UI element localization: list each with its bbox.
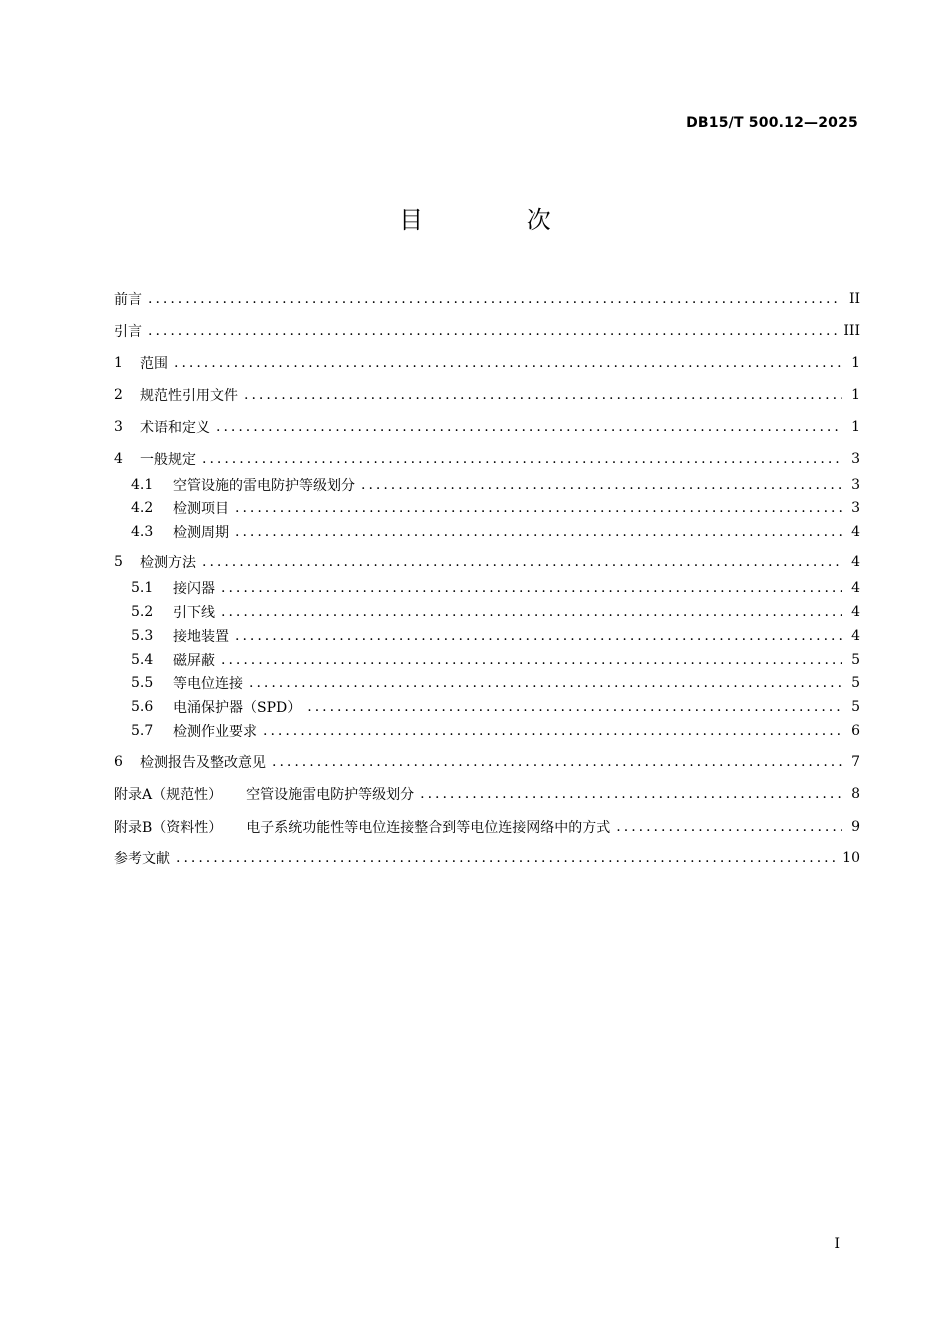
dot-leader — [263, 723, 842, 739]
toc-entry-page: 6 — [851, 723, 860, 739]
toc-entry-number: 4.2 — [131, 500, 154, 516]
toc-entry-label: 检测方法 — [140, 555, 196, 571]
toc-entry-page: 4 — [851, 580, 860, 596]
toc-entry[interactable] — [114, 782, 860, 806]
dot-leader — [174, 355, 842, 371]
toc-entry[interactable] — [114, 520, 860, 544]
toc-entry[interactable] — [114, 576, 860, 600]
dot-leader — [202, 554, 842, 570]
toc-entry-label: 空管设施的雷电防护等级划分 — [173, 478, 355, 494]
toc-entry-page: 3 — [851, 477, 860, 493]
toc-entry-page: III — [843, 323, 860, 339]
toc-entry-number: 3 — [114, 419, 123, 435]
dot-leader — [202, 451, 842, 467]
toc-entry[interactable] — [114, 473, 860, 497]
dot-leader — [420, 786, 842, 802]
document-code: DB15/T 500.12—2025 — [686, 115, 858, 131]
toc-entry-page: 4 — [851, 554, 860, 570]
toc-entry-label: 检测报告及整改意见 — [140, 755, 266, 771]
dot-leader — [235, 524, 842, 540]
dot-leader — [216, 419, 842, 435]
toc-entry-page: 5 — [851, 699, 860, 715]
toc-entry[interactable] — [114, 319, 860, 343]
toc-entry[interactable] — [114, 550, 860, 574]
dot-leader — [361, 477, 842, 493]
toc-entry-page: 5 — [851, 652, 860, 668]
toc-entry[interactable] — [114, 846, 860, 870]
toc-entry-label: 检测周期 — [173, 525, 229, 541]
toc-entry-label: 电子系统功能性等电位连接整合到等电位连接网络中的方式 — [246, 820, 611, 836]
toc-entry[interactable] — [114, 383, 860, 407]
toc-entry-label: 检测项目 — [173, 501, 229, 517]
dot-leader — [235, 500, 842, 516]
toc-entry-label: 引言 — [114, 324, 142, 340]
toc-entry-label: 一般规定 — [140, 452, 196, 468]
toc-entry-label: 前言 — [114, 292, 142, 308]
toc-entry-number: 5 — [114, 554, 123, 570]
toc-entry-page: 8 — [851, 786, 860, 802]
dot-leader — [244, 387, 842, 403]
toc-entry[interactable] — [114, 815, 860, 839]
dot-leader — [176, 850, 836, 866]
toc-entry-number: 5.1 — [131, 580, 154, 596]
toc-entry-label: 空管设施雷电防护等级划分 — [246, 787, 415, 803]
toc-entry-page: 4 — [851, 628, 860, 644]
toc-entry[interactable] — [114, 750, 860, 774]
toc-entry[interactable] — [114, 695, 860, 719]
toc-entry[interactable] — [114, 719, 860, 743]
toc-entry-number: 2 — [114, 387, 123, 403]
toc-entry-page: 1 — [851, 419, 860, 435]
toc-entry[interactable] — [114, 671, 860, 695]
toc-entry-page: 5 — [851, 675, 860, 691]
toc-entry-number: 4 — [114, 451, 123, 467]
toc-entry[interactable] — [114, 624, 860, 648]
toc-entry-label: 范围 — [140, 356, 168, 372]
dot-leader — [307, 699, 842, 715]
toc-entry-number: 5.4 — [131, 652, 154, 668]
toc-entry[interactable] — [114, 415, 860, 439]
toc-entry-page: 1 — [851, 387, 860, 403]
toc-entry[interactable] — [114, 600, 860, 624]
toc-entry-page: 4 — [851, 524, 860, 540]
toc-entry-label: 电涌保护器（SPD） — [173, 700, 302, 716]
dot-leader — [148, 291, 842, 307]
toc-entry-page: 7 — [851, 754, 860, 770]
dot-leader — [616, 819, 842, 835]
toc-entry-number: 4.3 — [131, 524, 154, 540]
toc-entry-label: 接闪器 — [173, 581, 215, 597]
toc-entry-page: 1 — [851, 355, 860, 371]
toc-entry-page: 3 — [851, 451, 860, 467]
dot-leader — [221, 652, 842, 668]
toc-entry-label: 磁屏蔽 — [173, 653, 215, 669]
toc-entry-label: 接地装置 — [173, 629, 229, 645]
toc-entry-number: 1 — [114, 355, 123, 371]
toc-entry-number: 5.5 — [131, 675, 154, 691]
page-number: I — [834, 1236, 840, 1252]
toc-entry[interactable] — [114, 496, 860, 520]
dot-leader — [221, 580, 842, 596]
dot-leader — [148, 323, 837, 339]
toc-entry-number: 5.3 — [131, 628, 154, 644]
toc-entry-label: 参考文献 — [114, 851, 170, 867]
toc-entry[interactable] — [114, 447, 860, 471]
toc-entry-label: 术语和定义 — [140, 420, 210, 436]
toc-entry-number: 5.2 — [131, 604, 154, 620]
dot-leader — [272, 754, 842, 770]
toc-entry-page: 9 — [851, 819, 860, 835]
toc-entry-page: 10 — [842, 850, 860, 866]
toc-entry-page: 3 — [851, 500, 860, 516]
toc-entry-page: II — [848, 291, 860, 307]
toc-entry-page: 4 — [851, 604, 860, 620]
dot-leader — [249, 675, 842, 691]
toc-entry[interactable] — [114, 287, 860, 311]
toc-entry-number: 6 — [114, 754, 123, 770]
toc-entry-label: 等电位连接 — [173, 676, 243, 692]
toc-title: 目 次 — [399, 206, 599, 234]
toc-entry[interactable] — [114, 351, 860, 375]
toc-entry-label: 检测作业要求 — [173, 724, 257, 740]
dot-leader — [235, 628, 842, 644]
toc-entry-number: 5.6 — [131, 699, 154, 715]
toc-entry-label: 引下线 — [173, 605, 215, 621]
dot-leader — [221, 604, 842, 620]
toc-entry-number: 5.7 — [131, 723, 154, 739]
toc-entry-number: 4.1 — [131, 477, 154, 493]
toc-entry[interactable] — [114, 648, 860, 672]
toc-entry-label: 规范性引用文件 — [140, 388, 238, 404]
toc-entry-number: 附录B（资料性） — [114, 820, 223, 836]
toc-entry-number: 附录A（规范性） — [114, 787, 223, 803]
